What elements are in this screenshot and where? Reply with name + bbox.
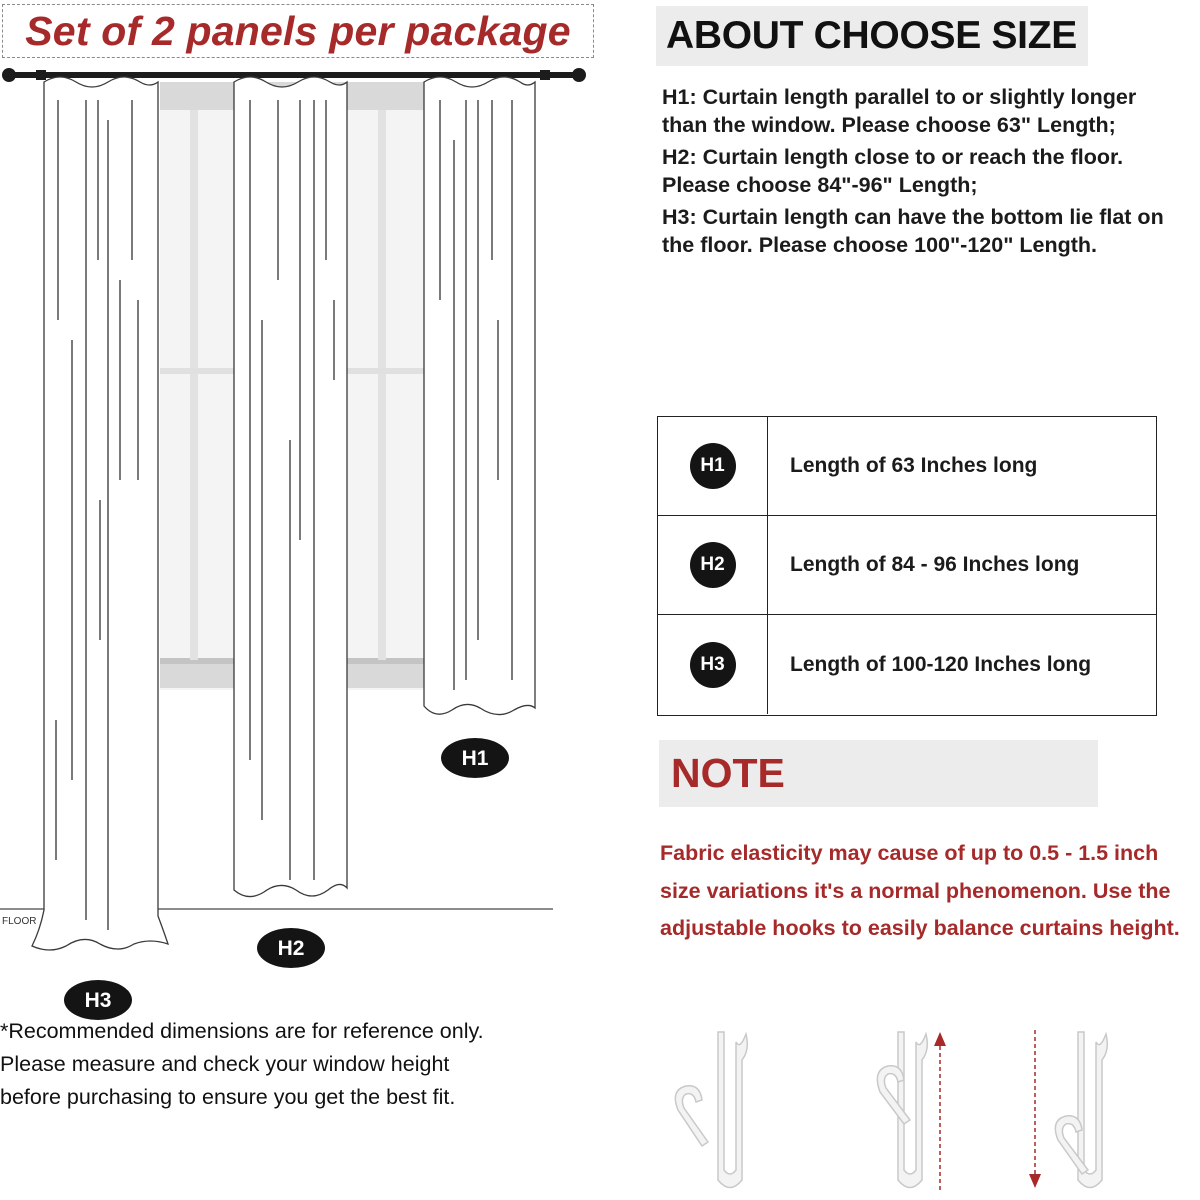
note-header [659,740,1098,807]
svg-text:H3: H3 [84,989,112,1012]
curtain-panel-h3 [32,77,168,950]
table-row [658,516,1156,615]
row-badge: H2 [690,542,736,588]
note-title: NOTE [671,750,785,796]
curtain-illustration [0,60,600,1020]
curtain-panel-h1 [424,77,535,715]
table-row [658,615,1156,714]
svg-text:H1: H1 [461,747,489,770]
table-row [658,417,1156,516]
note-text: Fabric elasticity may cause of up to 0.5 - 1.5 inch size variations it's a normal phenomenon. Use the adjustable hooks to easily balance curtains height. [660,841,1180,940]
badge-h3 [64,980,132,1020]
row-text: Length of 100-120 Inches long [790,652,1092,676]
package-banner [2,4,594,58]
guide-h1: H1: Curtain length parallel to or slightly longer than the window. Please choose 63" Length; [662,85,1137,137]
guide-h2: H2: Curtain length close to or reach the floor. Please choose 84"-96" Length; [662,145,1124,197]
about-size-header [656,6,1088,66]
curtain-panel-h2 [234,77,347,897]
adjustable-hooks-illustration [640,1020,1200,1200]
badge-h1 [441,738,509,778]
recommendation-footnote: *Recommended dimensions are for reference only. Please measure and check your window height before purchasing to ensure you get the best fit. [0,1019,484,1109]
floor-label: FLOOR [2,916,37,927]
hook-icon [877,1032,927,1188]
arrow-down-icon [1029,1030,1041,1188]
row-text: Length of 84 - 96 Inches long [790,553,1080,576]
arrow-up-icon [934,1032,946,1190]
row-badge: H1 [690,443,736,489]
about-size-title: ABOUT CHOOSE SIZE [666,14,1077,57]
svg-text:H2: H2 [277,937,305,960]
banner-text: Set of 2 panels per package [25,7,571,54]
badge-h2 [257,928,325,968]
row-badge: H3 [690,642,736,688]
hook-icon [1055,1032,1107,1188]
guide-h3: H3: Curtain length can have the bottom lie flat on the floor. Please choose 100"-120" Length. [662,205,1164,257]
row-text: Length of 63 Inches long [790,454,1038,477]
size-guide [662,84,1182,264]
size-table [657,416,1157,716]
hook-icon [675,1032,747,1188]
